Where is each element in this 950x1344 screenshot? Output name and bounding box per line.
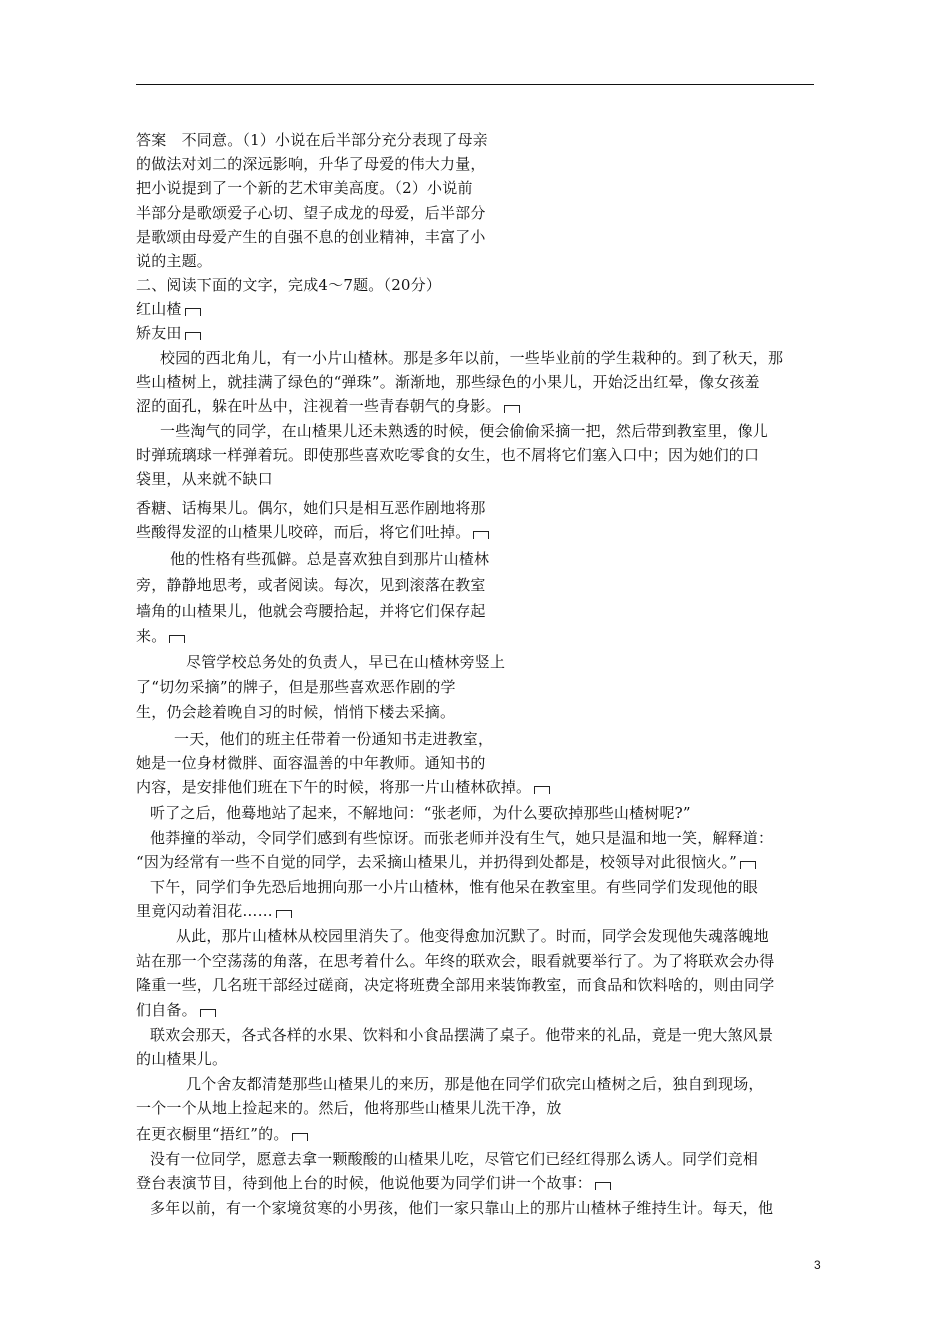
text-line: 多年以前，有一个家境贫寒的小男孩，他们一家只靠山上的那片山楂林子维持生计。每天，他 xyxy=(150,1199,774,1217)
text-line: 涩的面孔，躲在叶丛中，注视着一些青春朝气的身影。 xyxy=(136,396,520,416)
text-line: 说的主题。 xyxy=(136,252,213,270)
text-line: 时弹琉璃球一样弹着玩。即使那些喜欢吃零食的女生，也不屑将它们塞入口中；因为她们的口 xyxy=(136,446,760,464)
page-number: 3 xyxy=(814,1258,821,1272)
text-line: 来。 xyxy=(136,626,185,646)
paragraph-break-icon xyxy=(473,531,489,539)
story-author: 矫友田 xyxy=(136,323,201,343)
paragraph-break-icon xyxy=(185,332,201,340)
text-line: 生，仍会趁着晚自习的时候，悄悄下楼去采摘。 xyxy=(136,703,456,721)
story-title: 红山楂 xyxy=(136,299,201,319)
text-line: 一些淘气的同学，在山楂果儿还未熟透的时候，便会偷偷采摘一把，然后带到教室里，像儿 xyxy=(160,422,769,440)
paragraph-break-icon xyxy=(169,635,185,643)
text-line: 墙角的山楂果儿，他就会弯腰拾起，并将它们保存起 xyxy=(136,602,486,620)
paragraph-break-icon xyxy=(504,405,520,413)
text-line: 下午，同学们争先恐后地拥向那一小片山楂林，惟有他呆在教室里。有些同学们发现他的眼 xyxy=(150,878,759,896)
text-line: 她是一位身材微胖、面容温善的中年教师。通知书的 xyxy=(136,754,486,772)
text-line: 隆重一些，几名班干部经过磋商，决定将班费全部用来装饰教室，而食品和饮料啥的，则由同学 xyxy=(136,976,775,994)
text-line: 没有一位同学，愿意去拿一颗酸酸的山楂果儿吃，尽管它们已经红得那么诱人。同学们竞相 xyxy=(150,1150,759,1168)
paragraph-break-icon xyxy=(292,1133,308,1141)
paragraph-break-icon xyxy=(185,308,201,316)
text-line: 他的性格有些孤僻。总是喜欢独自到那片山楂林 xyxy=(170,550,490,568)
text-line: 站在那一个空荡荡的角落，在思考着什么。年终的联欢会，眼看就要举行了。为了将联欢会办得 xyxy=(136,952,775,970)
text-line: 从此，那片山楂林从校园里消失了。他变得愈加沉默了。时而，同学会发现他失魂落魄地 xyxy=(176,927,769,945)
paragraph-break-icon xyxy=(200,1009,216,1017)
paragraph-break-icon xyxy=(595,1182,611,1190)
text-line: 香糖、话梅果儿。偶尔，她们只是相互恶作剧地将那 xyxy=(136,499,486,517)
text-line: 半部分是歌颂爱子心切、望子成龙的母爱，后半部分 xyxy=(136,204,486,222)
text-line: 一个一个从地上捡起来的。然后，他将那些山楂果儿洗干净，放 xyxy=(136,1099,562,1117)
section-heading: 二、阅读下面的文字，完成4～7题。（20分） xyxy=(136,276,442,294)
text-line: 旁，静静地思考，或者阅读。每次，见到滚落在教室 xyxy=(136,576,486,594)
text-line: 们自备。 xyxy=(136,1000,216,1020)
text-line: 校园的西北角儿，有一小片山楂林。那是多年以前，一些毕业前的学生栽种的。到了秋天，那 xyxy=(160,349,784,367)
paragraph-break-icon xyxy=(740,861,756,869)
text-line: 尽管学校总务处的负责人，早已在山楂林旁竖上 xyxy=(186,653,506,671)
text-line: 把小说提到了一个新的艺术审美高度。（2）小说前 xyxy=(136,179,473,197)
text-line: 一天，他们的班主任带着一份通知书走进教室， xyxy=(174,730,494,748)
text-line: 的山楂果儿。 xyxy=(136,1050,228,1068)
text-line: 内容，是安排他们班在下午的时候，将那一片山楂林砍掉。 xyxy=(136,777,550,797)
text-line: 他莽撞的举动，令同学们感到有些惊讶。而张老师并没有生气，她只是温和地一笑，解释道： xyxy=(150,829,774,847)
text-line: 是歌颂由母爱产生的自强不息的创业精神，丰富了小 xyxy=(136,228,486,246)
text-line: 答案 不同意。（1）小说在后半部分充分表现了母亲 xyxy=(136,131,488,149)
text-line: 几个舍友都清楚那些山楂果儿的来历，那是他在同学们砍完山楂树之后，独自到现场， xyxy=(186,1075,764,1093)
text-line: 袋里，从来就不缺口 xyxy=(136,470,273,488)
text-line: 些酸得发涩的山楂果儿咬碎，而后，将它们吐掉。 xyxy=(136,522,489,542)
text-line: 些山楂树上，就挂满了绿色的“弹珠”。渐渐地，那些绿色的小果儿，开始泛出红晕，像女孩羞 xyxy=(136,373,760,391)
text-line: 的做法对刘二的深远影响，升华了母爱的伟大力量， xyxy=(136,155,486,173)
text-line: 里竟闪动着泪花…… xyxy=(136,901,292,921)
text-line: 了“切勿采摘”的牌子，但是那些喜欢恶作剧的学 xyxy=(136,678,456,696)
text-line: 听了之后，他蓦地站了起来，不解地问：“张老师，为什么要砍掉那些山楂树呢?” xyxy=(150,804,691,822)
header-rule xyxy=(136,84,814,85)
text-line: 登台表演节目，待到他上台的时候，他说他要为同学们讲一个故事： xyxy=(136,1173,611,1193)
text-line: “因为经常有一些不自觉的同学，去采摘山楂果儿，并扔得到处都是，校领导对此很恼火。” xyxy=(136,852,756,872)
text-line: 联欢会那天，各式各样的水果、饮料和小食品摆满了桌子。他带来的礼品，竟是一兜大煞风景 xyxy=(150,1026,774,1044)
text-line: 在更衣橱里“捂红”的。 xyxy=(136,1124,308,1144)
paragraph-break-icon xyxy=(534,786,550,794)
paragraph-break-icon xyxy=(276,910,292,918)
